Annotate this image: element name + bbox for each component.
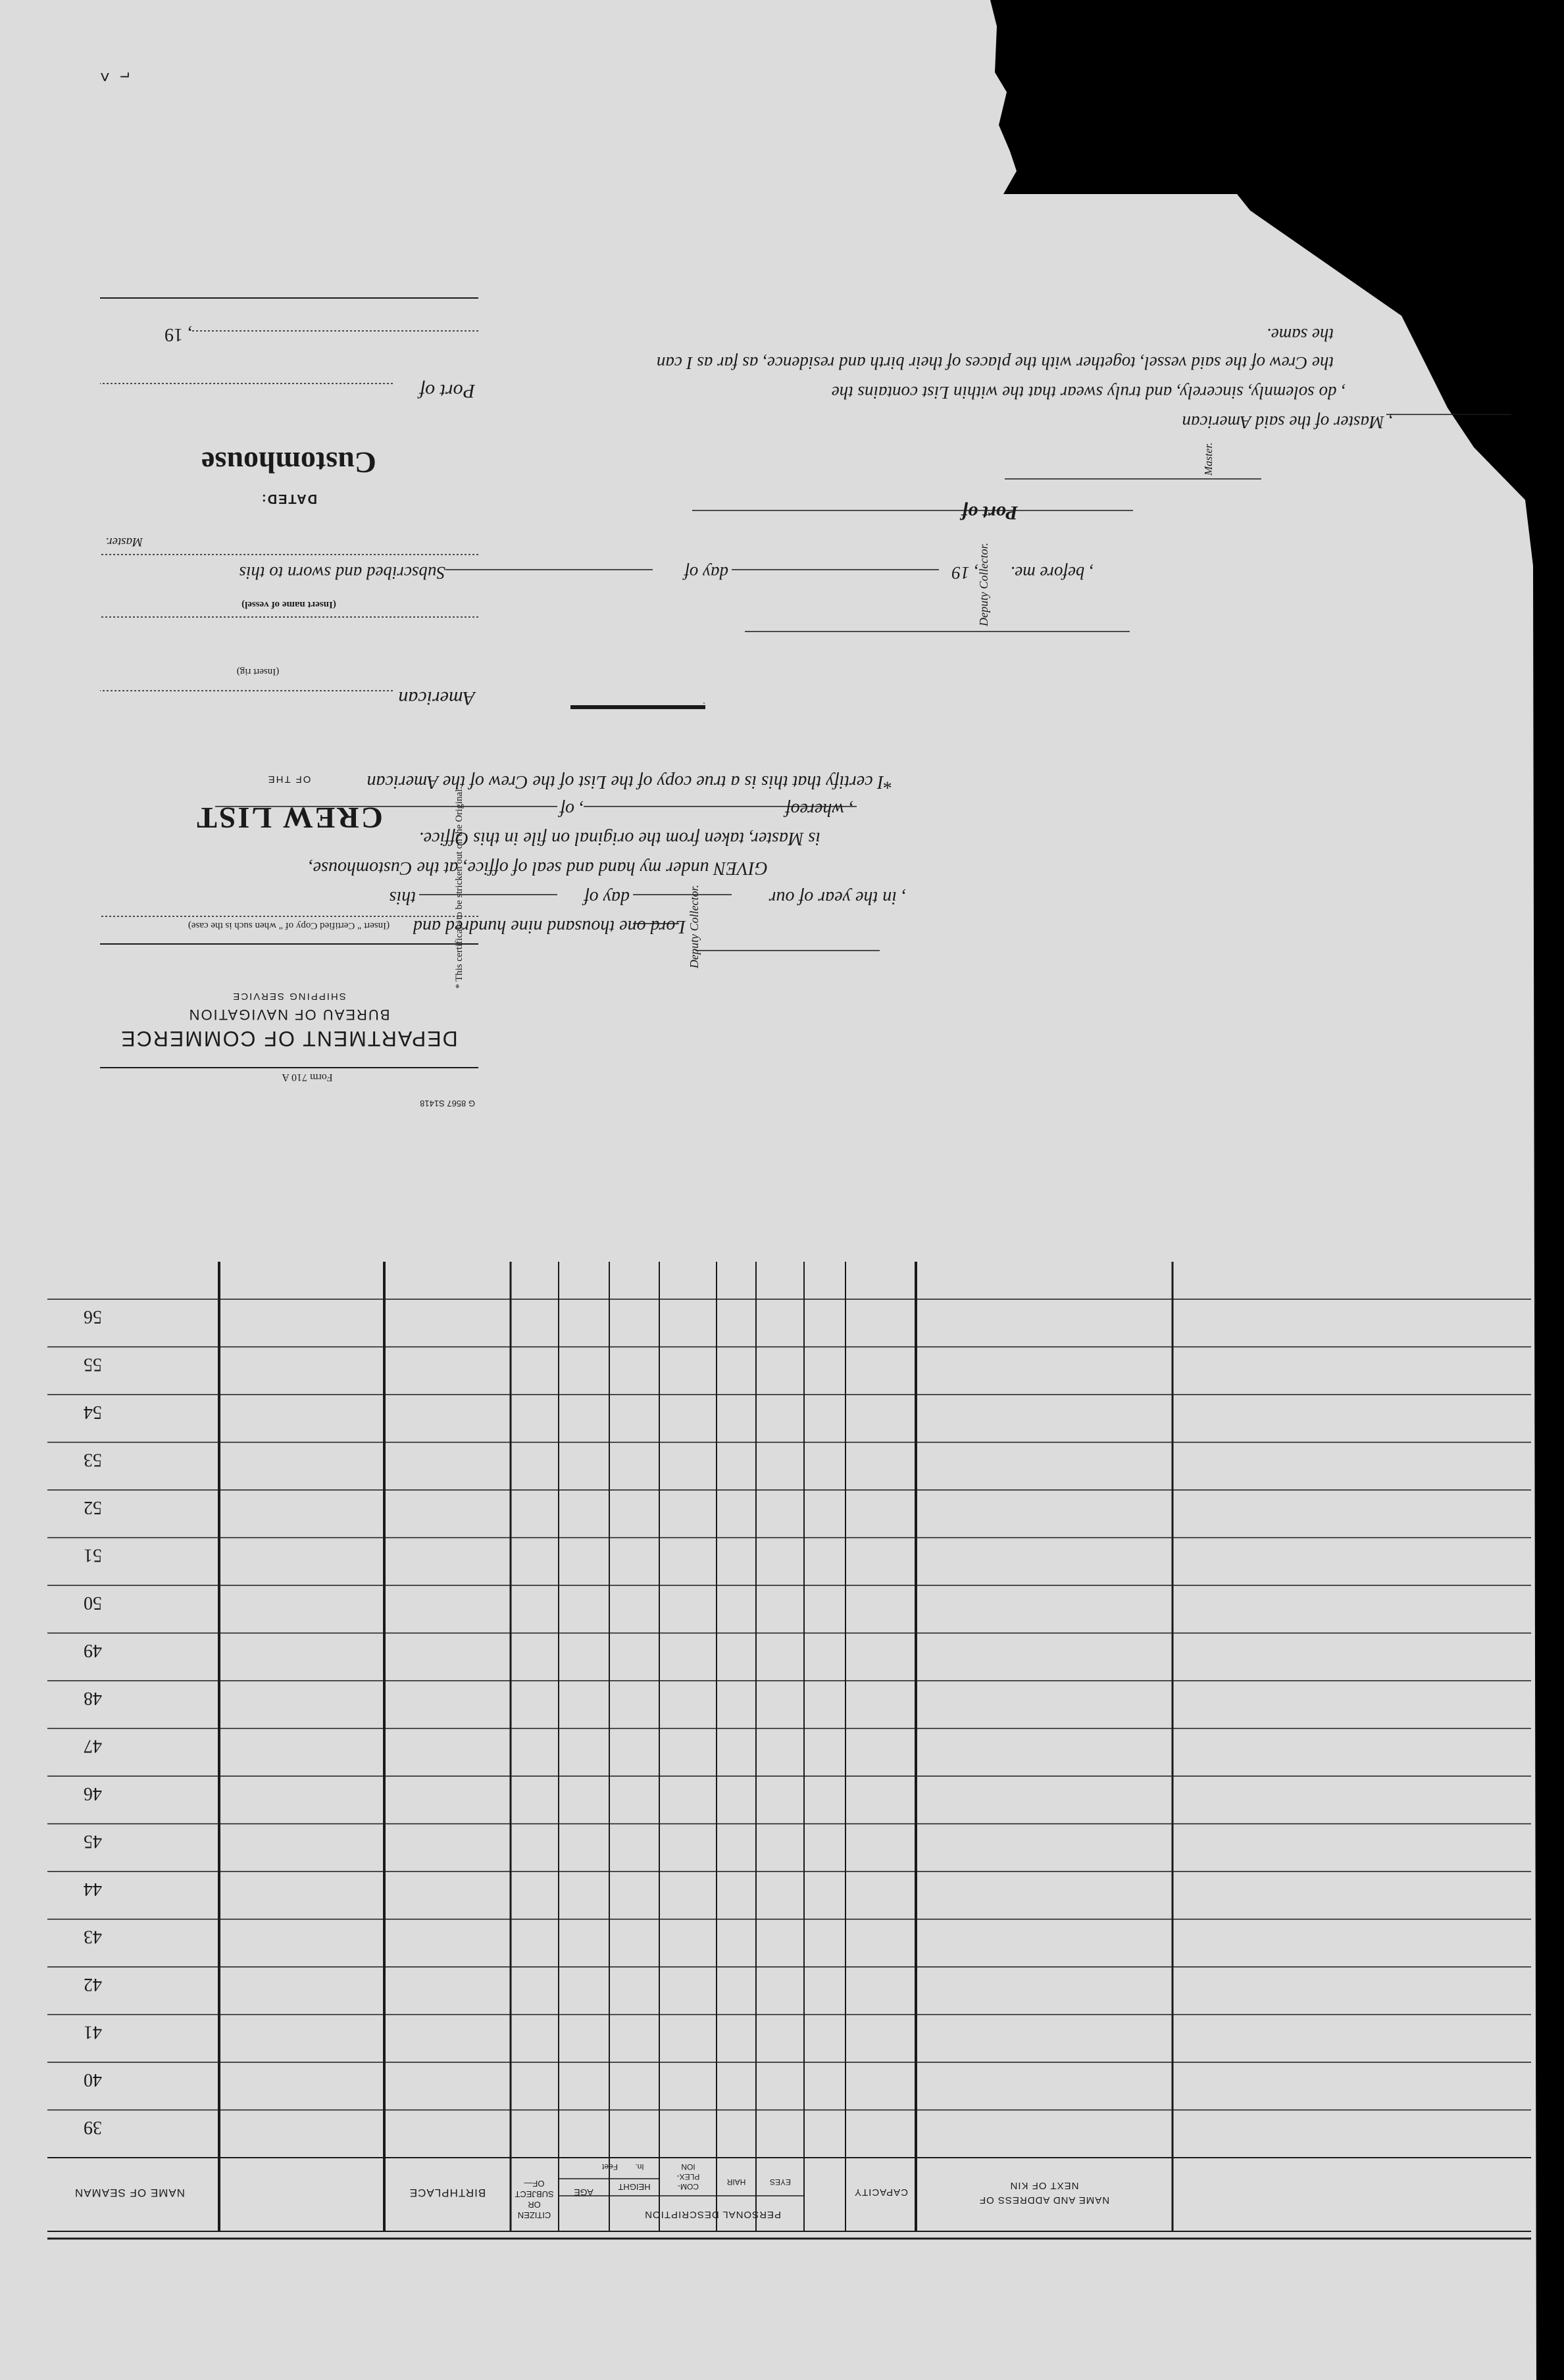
header-personal-description: PERSONAL DESCRIPTION [644, 2209, 781, 2220]
header-complexion-3: ION [681, 2162, 695, 2171]
oath-line-1: , Master of the said American [1182, 412, 1393, 432]
row-number: 51 [84, 1545, 102, 1566]
certificate-whereof: , whereof [785, 799, 853, 820]
row-number: 46 [84, 1783, 102, 1804]
oath-line-2: , do solemnly, sincerely, and truly swear that the within List contains the [831, 383, 1346, 403]
subscribed-year: , 19 [951, 563, 978, 583]
certificate-line-1: *I certify that this is a true copy of the List of the Crew of the American [366, 772, 893, 792]
header-eyes: EYES [769, 2177, 792, 2187]
crew-list-title: CREW LIST [195, 801, 383, 835]
row-number: 54 [84, 1402, 102, 1422]
service-title: SHIPPING SERVICE [232, 991, 346, 1002]
header-citizen-of: OF— [524, 2179, 545, 2189]
subscribed-day-of: day of [684, 563, 728, 583]
header-next-of-kin-2: NEXT OF KIN [1009, 2180, 1079, 2191]
header-capacity: CAPACITY [854, 2187, 908, 2198]
row-number: 48 [84, 1688, 102, 1708]
certificate-line-4: GIVEN under my hand and seal of office, at the Customhouse, [308, 858, 768, 878]
oath-deputy-collector: Deputy Collector. [977, 543, 990, 626]
header-next-of-kin-1: NAME AND ADDRESS OF [978, 2194, 1110, 2206]
header-complexion-2: PLEX- [676, 2172, 700, 2181]
master-label: Master. [1202, 442, 1215, 476]
certificate-line-6: Lord one thousand nine hundred and [413, 916, 686, 937]
customhouse-title: Customhouse [201, 446, 376, 480]
certificate-line-3: is Master, taken from the original on file in this Office. [418, 828, 820, 849]
dated-label: DATED: [260, 491, 318, 506]
row-number: 45 [84, 1831, 102, 1852]
row-number: 39 [84, 2117, 102, 2138]
oath-line-3: the Crew of the said vessel, together with the places of their birth and residence, as far as I can [656, 353, 1334, 373]
cover-master-label: Master. [105, 535, 143, 549]
header-citizen: CITIZEN [517, 2210, 551, 2220]
oath-port-of: Port of [961, 502, 1018, 524]
certificate-year: , in the year of our [769, 887, 906, 908]
header-name-of-seaman: NAME OF SEAMAN [74, 2187, 185, 2199]
row-number: 49 [84, 1640, 102, 1661]
row-number: 47 [84, 1735, 102, 1756]
row-number: 53 [84, 1449, 102, 1470]
header-height: HEIGHT [618, 2182, 651, 2192]
certified-note: (Insert " Certified Copy of " when such is the case) [188, 920, 390, 931]
printer-code: G 8567 S1418 [420, 1099, 475, 1108]
header-age: AGE [574, 2187, 593, 2198]
department-title: DEPARTMENT OF COMMERCE [120, 1027, 458, 1051]
corner-mark: ˄ [99, 67, 110, 87]
row-number: 43 [84, 1926, 102, 1947]
header-feet: Feet [601, 2162, 618, 2171]
row-number: 41 [84, 2021, 102, 2043]
cover-port-of: Port of [419, 380, 475, 402]
row-number: 44 [84, 1879, 102, 1899]
row-number: 50 [84, 1593, 102, 1613]
insert-name-note: (Insert name of vessel) [241, 599, 336, 610]
certificate-footnote: * This certificate to be stricken out on the Original. [454, 786, 465, 989]
bureau-title: BUREAU OF NAVIGATION [188, 1006, 390, 1023]
header-birthplace: BIRTHPLACE [409, 2187, 486, 2199]
insert-rig-note: (Insert rig) [236, 666, 280, 677]
american-label: American [398, 687, 475, 709]
subscribed-before-me: , before me. [1010, 563, 1094, 583]
row-number: 52 [84, 1497, 102, 1518]
header-citizen-subject: SUBJECT [515, 2189, 554, 2199]
header-inches: In. [635, 2162, 644, 2171]
certificate-day-of: day of [584, 887, 630, 908]
row-number: 55 [84, 1354, 102, 1375]
certificate-this: this [389, 887, 416, 908]
corner-tick: ⌐ [119, 67, 130, 87]
row-number: 40 [84, 2070, 102, 2090]
form-number: Form 710 A [282, 1072, 333, 1083]
cover-year: , 19 [164, 324, 192, 345]
row-number: 42 [84, 1974, 102, 1995]
row-number: 56 [84, 1306, 102, 1327]
certificate-of: , of [560, 799, 584, 820]
subscribed-text: Subscribed and sworn to this [239, 563, 445, 583]
oath-line-4: the same. [1267, 325, 1334, 345]
of-the-label: OF THE [266, 774, 311, 785]
header-complexion-1: COM- [678, 2182, 699, 2191]
section-divider-rule [570, 705, 705, 709]
certificate-deputy-collector: Deputy Collector. [688, 885, 701, 968]
header-hair: HAIR [726, 2177, 746, 2187]
header-citizen-or: OR [528, 2200, 541, 2210]
